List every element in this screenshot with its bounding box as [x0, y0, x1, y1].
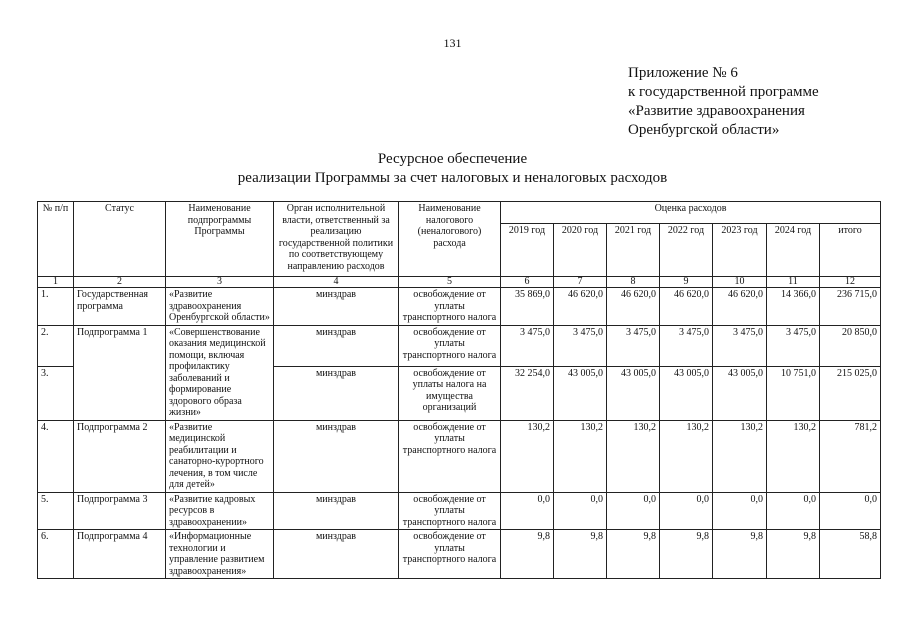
row-num: 5. [38, 492, 74, 530]
row-value: 0,0 [501, 492, 554, 530]
row-value: 3 475,0 [660, 325, 713, 366]
row-value: 3 475,0 [501, 325, 554, 366]
row-status: Подпрограмма 4 [74, 530, 166, 579]
column-number: 5 [399, 277, 501, 288]
column-number: 6 [501, 277, 554, 288]
appendix-line: Оренбургской области» [628, 122, 780, 138]
appendix-line: Приложение № 6 [628, 65, 738, 81]
row-num: 2. [38, 325, 74, 366]
appendix-block [628, 64, 819, 140]
table-row [38, 288, 881, 326]
row-total: 20 850,0 [820, 325, 881, 366]
row-tax: освобождение от уплаты транспортного налога [399, 288, 501, 326]
row-total: 58,8 [820, 530, 881, 579]
row-org: минздрав [274, 288, 399, 326]
row-status: Подпрограмма 3 [74, 492, 166, 530]
row-value: 46 620,0 [607, 288, 660, 326]
header-year: 2020 год [554, 224, 607, 277]
title-line: реализации Программы за счет налоговых и неналоговых расходов [237, 170, 668, 186]
header-tax-name: Наименование налогового (неналогового) расхода [399, 202, 501, 277]
table-row [38, 325, 881, 366]
row-org: минздрав [274, 530, 399, 579]
row-value: 43 005,0 [660, 366, 713, 420]
column-number: 8 [607, 277, 660, 288]
row-num: 4. [38, 420, 74, 492]
header-year: 2021 год [607, 224, 660, 277]
row-num: 1. [38, 288, 74, 326]
column-number: 10 [713, 277, 767, 288]
row-org: минздрав [274, 492, 399, 530]
row-status: Государственная программа [74, 288, 166, 326]
row-subprogram: «Информационные технологии и управление развитием здравоохранения» [166, 530, 274, 579]
row-value: 130,2 [554, 420, 607, 492]
row-value: 14 366,0 [767, 288, 820, 326]
row-subprogram: «Развитие медицинской реабилитации и санаторно-курортного лечения, в том числе для детей» [166, 420, 274, 492]
row-subprogram: «Совершенствование оказания медицинской помощи, включая профилактику заболеваний и формирование здорового образа жизни» [166, 325, 274, 420]
row-value: 32 254,0 [501, 366, 554, 420]
row-value: 130,2 [767, 420, 820, 492]
header-subprogram: Наименование подпрограммы Программы [166, 202, 274, 277]
row-value: 0,0 [660, 492, 713, 530]
row-value: 130,2 [713, 420, 767, 492]
row-org: минздрав [274, 325, 399, 366]
row-num: 6. [38, 530, 74, 579]
row-value: 43 005,0 [713, 366, 767, 420]
row-value: 0,0 [607, 492, 660, 530]
row-value: 9,8 [767, 530, 820, 579]
appendix-line: «Развитие здравоохранения [628, 103, 805, 119]
row-value: 46 620,0 [554, 288, 607, 326]
row-subprogram: «Развитие кадровых ресурсов в здравоохранении» [166, 492, 274, 530]
row-total: 781,2 [820, 420, 881, 492]
row-value: 43 005,0 [607, 366, 660, 420]
table-row [38, 492, 881, 530]
row-value: 3 475,0 [607, 325, 660, 366]
row-value: 130,2 [501, 420, 554, 492]
row-value: 9,8 [660, 530, 713, 579]
row-value: 9,8 [713, 530, 767, 579]
table-row [38, 420, 881, 492]
column-number: 11 [767, 277, 820, 288]
row-tax: освобождение от уплаты налога на имущества организаций [399, 366, 501, 420]
row-org: минздрав [274, 366, 399, 420]
row-tax: освобождение от уплаты транспортного налога [399, 530, 501, 579]
row-org: минздрав [274, 420, 399, 492]
row-value: 9,8 [554, 530, 607, 579]
row-status: Подпрограмма 1 [74, 325, 166, 420]
title-line: Ресурсное обеспечение [377, 151, 528, 167]
page-number: 131 [443, 36, 462, 50]
row-value: 10 751,0 [767, 366, 820, 420]
row-status: Подпрограмма 2 [74, 420, 166, 492]
row-value: 35 869,0 [501, 288, 554, 326]
header-year: 2024 год [767, 224, 820, 277]
row-value: 0,0 [554, 492, 607, 530]
header-num: № п/п [38, 202, 74, 277]
row-value: 3 475,0 [713, 325, 767, 366]
row-tax: освобождение от уплаты транспортного налога [399, 420, 501, 492]
row-value: 46 620,0 [713, 288, 767, 326]
header-status: Статус [74, 202, 166, 277]
column-number: 1 [38, 277, 74, 288]
row-num: 3. [38, 366, 74, 420]
row-total: 215 025,0 [820, 366, 881, 420]
header-total: итого [820, 224, 881, 277]
header-year: 2022 год [660, 224, 713, 277]
header-executive: Орган исполнительной власти, ответственный за реализацию государственной политики по соответствующему направлению расходов [274, 202, 399, 277]
row-tax: освобождение от уплаты транспортного налога [399, 492, 501, 530]
row-value: 3 475,0 [554, 325, 607, 366]
document-title [0, 150, 905, 188]
column-number: 3 [166, 277, 274, 288]
column-number: 7 [554, 277, 607, 288]
row-value: 130,2 [660, 420, 713, 492]
row-value: 130,2 [607, 420, 660, 492]
header-estimate: Оценка расходов [501, 202, 881, 224]
row-value: 0,0 [767, 492, 820, 530]
column-number: 9 [660, 277, 713, 288]
row-subprogram: «Развитие здравоохранения Оренбургской области» [166, 288, 274, 326]
row-value: 0,0 [713, 492, 767, 530]
row-value: 9,8 [607, 530, 660, 579]
column-number: 12 [820, 277, 881, 288]
table-row [38, 530, 881, 579]
column-number: 2 [74, 277, 166, 288]
row-value: 46 620,0 [660, 288, 713, 326]
header-year: 2019 год [501, 224, 554, 277]
row-total: 236 715,0 [820, 288, 881, 326]
row-tax: освобождение от уплаты транспортного налога [399, 325, 501, 366]
row-value: 9,8 [501, 530, 554, 579]
header-year: 2023 год [713, 224, 767, 277]
resource-table [37, 201, 881, 579]
column-number-row [38, 277, 881, 288]
column-number: 4 [274, 277, 399, 288]
appendix-line: к государственной программе [628, 84, 819, 100]
row-total: 0,0 [820, 492, 881, 530]
row-value: 43 005,0 [554, 366, 607, 420]
row-value: 3 475,0 [767, 325, 820, 366]
